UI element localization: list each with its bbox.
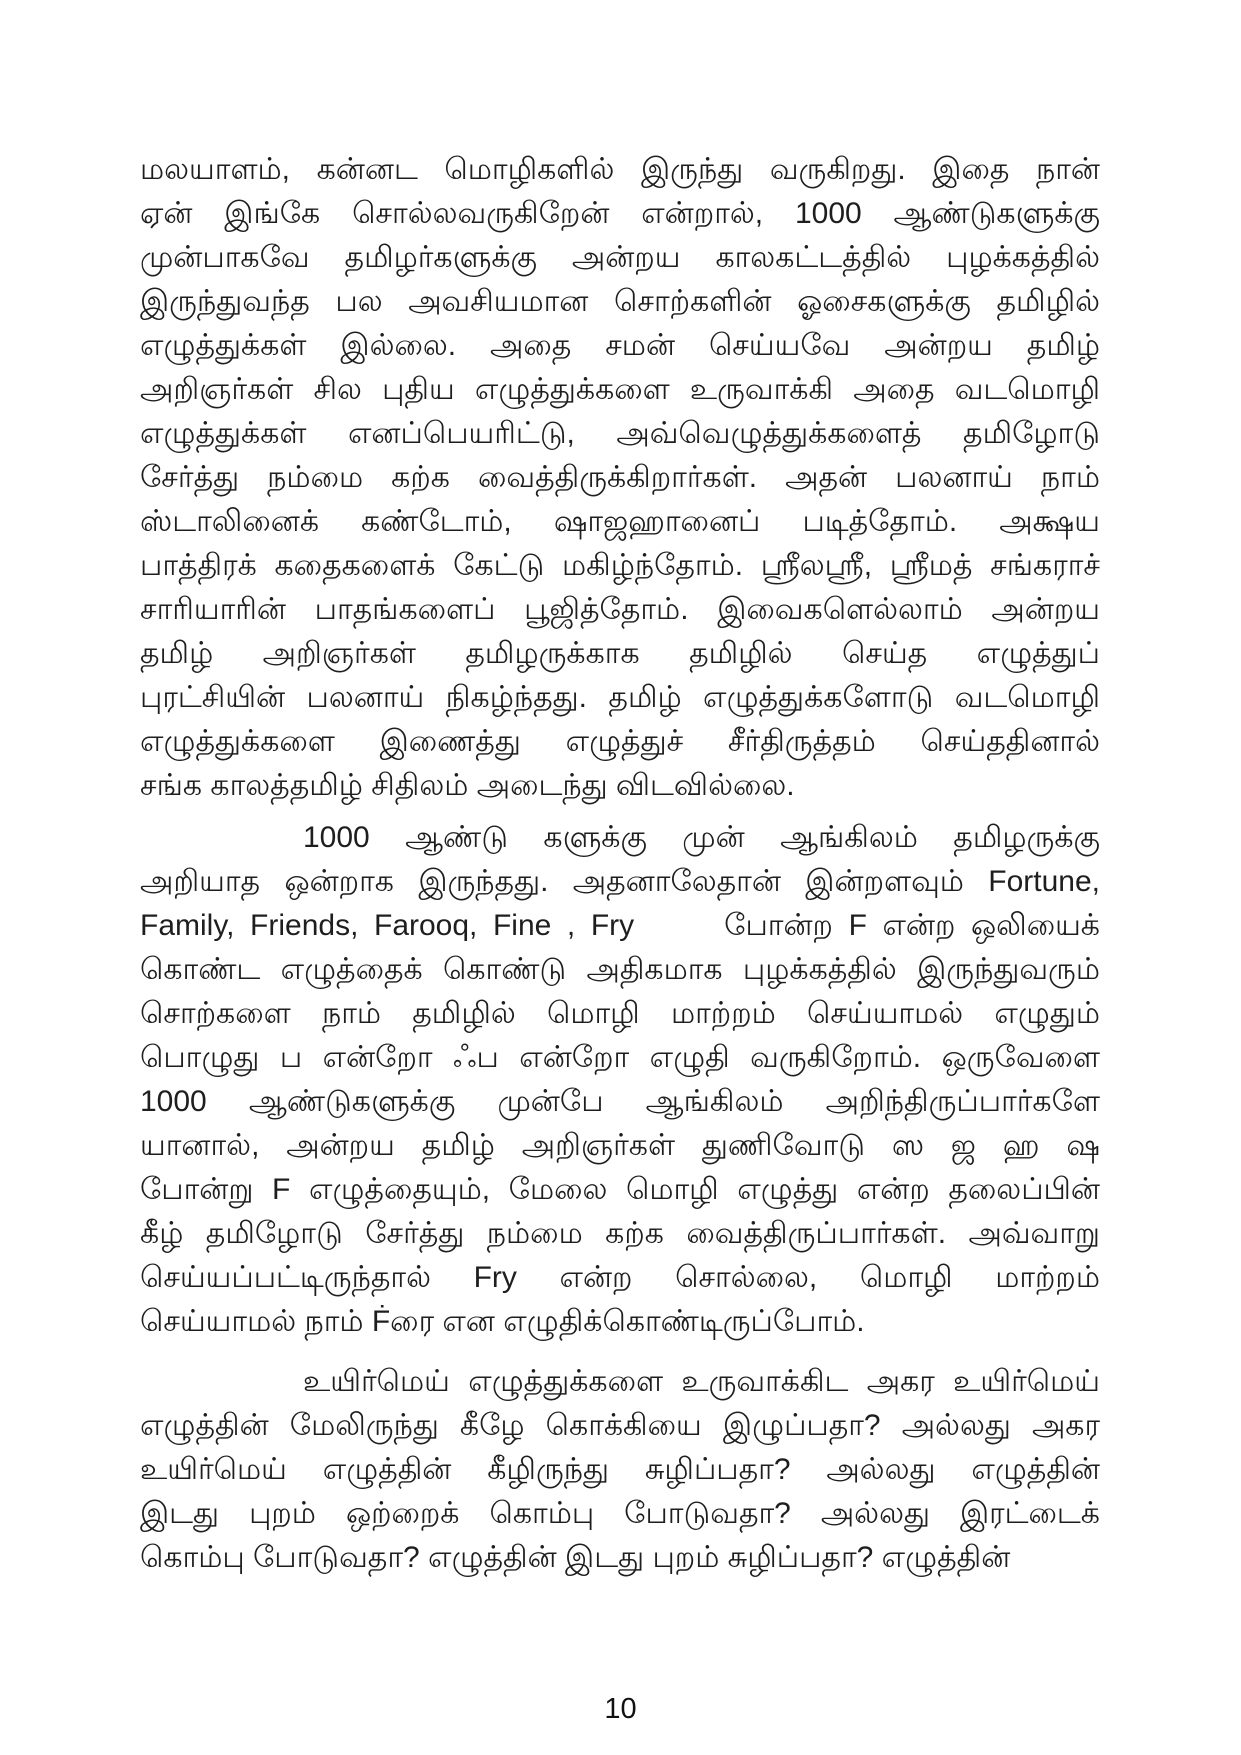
text-line: சேர்த்து நம்மை கற்க வைத்திருக்கிறார்கள். அதன் பலனாய் நாம் (140, 461, 1100, 494)
text-line: கீழ் தமிழோடு சேர்த்து நம்மை கற்க வைத்திருப்பார்கள். அவ்வாறு (140, 1217, 1100, 1250)
paragraph (140, 816, 1100, 1344)
text-line: தமிழ் அறிஞர்கள் தமிழருக்காக தமிழில் செய்த எழுத்துப் (140, 637, 1100, 670)
text-line: சொற்களை நாம் தமிழில் மொழி மாற்றம் செய்யாமல் எழுதும் (140, 997, 1100, 1030)
text-line: எழுத்தின் மேலிருந்து கீழே கொக்கியை இழுப்பதா? அல்லது அகர (140, 1409, 1100, 1442)
text-line: உயிர்மெய் எழுத்துக்களை உருவாக்கிட அகர உயிர்மெய் (303, 1365, 1100, 1398)
text-line: கொண்ட எழுத்தைக் கொண்டு அதிகமாக புழக்கத்தில் இருந்துவரும் (140, 953, 1100, 986)
text-line: இடது புறம் ஒற்றைக் கொம்பு போடுவதா? அல்லது இரட்டைக் (140, 1497, 1100, 1530)
text-line: சங்க காலத்தமிழ் சிதிலம் அடைந்து விடவில்லை. (140, 769, 795, 802)
text-line: செய்யப்பட்டிருந்தால் Fry என்ற சொல்லை, மொழி மாற்றம் (140, 1261, 1100, 1294)
text-line: பாத்திரக் கதைகளைக் கேட்டு மகிழ்ந்தோம். ஸ்ரீலஸ்ரீ, ஸ்ரீமத் சங்கராச் (140, 549, 1100, 582)
text-line: எழுத்துக்கள் எனப்பெயரிட்டு, அவ்வெழுத்துக்களைத் தமிழோடு (140, 417, 1100, 450)
text-line: செய்யாமல் நாம் Ḟரை என எழுதிக்கொண்டிருப்போம். (140, 1305, 865, 1338)
text-line: எழுத்துக்கள் இல்லை. அதை சமன் செய்யவே அன்றய தமிழ் (140, 329, 1100, 362)
text-line: சாரியாரின் பாதங்களைப் பூஜித்தோம். இவைகளெல்லாம் அன்றய (140, 593, 1100, 626)
text-line: மலயாளம், கன்னட மொழிகளில் இருந்து வருகிறது. இதை நான் (140, 153, 1100, 186)
text-line: Family, Friends, Farooq, Fine , Fry போன்ற F என்ற ஒலியைக் (140, 909, 1100, 942)
text-line: பொழுது ப என்றோ ஃப என்றோ எழுதி வருகிறோம். ஒருவேளை (140, 1041, 1100, 1074)
text-line: உயிர்மெய் எழுத்தின் கீழிருந்து சுழிப்பதா? அல்லது எழுத்தின் (140, 1453, 1100, 1486)
text-line: கொம்பு போடுவதா? எழுத்தின் இடது புறம் சுழிப்பதா? எழுத்தின் (140, 1541, 1011, 1574)
text-line: எழுத்துக்களை இணைத்து எழுத்துச் சீர்திருத்தம் செய்ததினால் (140, 725, 1100, 758)
text-line: முன்பாகவே தமிழர்களுக்கு அன்றய காலகட்டத்தில் புழக்கத்தில் (140, 241, 1100, 274)
text-line: போன்று F எழுத்தையும், மேலை மொழி எழுத்து என்ற தலைப்பின் (140, 1173, 1100, 1206)
text-line: ஸ்டாலினைக் கண்டோம், ஷாஜஹானைப் படித்தோம். அக்ஷய (140, 505, 1100, 538)
text-line: இருந்துவந்த பல அவசியமான சொற்களின் ஓசைகளுக்கு தமிழில் (140, 285, 1100, 318)
text-line: அறியாத ஒன்றாக இருந்தது. அதனாலேதான் இன்றளவும் Fortune, (140, 865, 1100, 898)
text-line: அறிஞர்கள் சில புதிய எழுத்துக்களை உருவாக்கி அதை வடமொழி (140, 373, 1100, 406)
text-line: 1000 ஆண்டுகளுக்கு முன்பே ஆங்கிலம் அறிந்திருப்பார்களே (140, 1085, 1100, 1118)
text-line: யானால், அன்றய தமிழ் அறிஞர்கள் துணிவோடு ஸ ஜ ஹ ஷ (140, 1129, 1100, 1162)
paragraph (140, 1360, 1100, 1580)
text-line: ஏன் இங்கே சொல்லவருகிறேன் என்றால், 1000 ஆண்டுகளுக்கு (140, 197, 1100, 230)
page-number: 10 (604, 1693, 637, 1725)
text-line: 1000 ஆண்டு களுக்கு முன் ஆங்கிலம் தமிழருக்கு (303, 821, 1100, 854)
text-line: புரட்சியின் பலனாய் நிகழ்ந்தது. தமிழ் எழுத்துக்களோடு வடமொழி (140, 681, 1100, 714)
document-text (140, 148, 1100, 1580)
paragraph (140, 148, 1100, 808)
